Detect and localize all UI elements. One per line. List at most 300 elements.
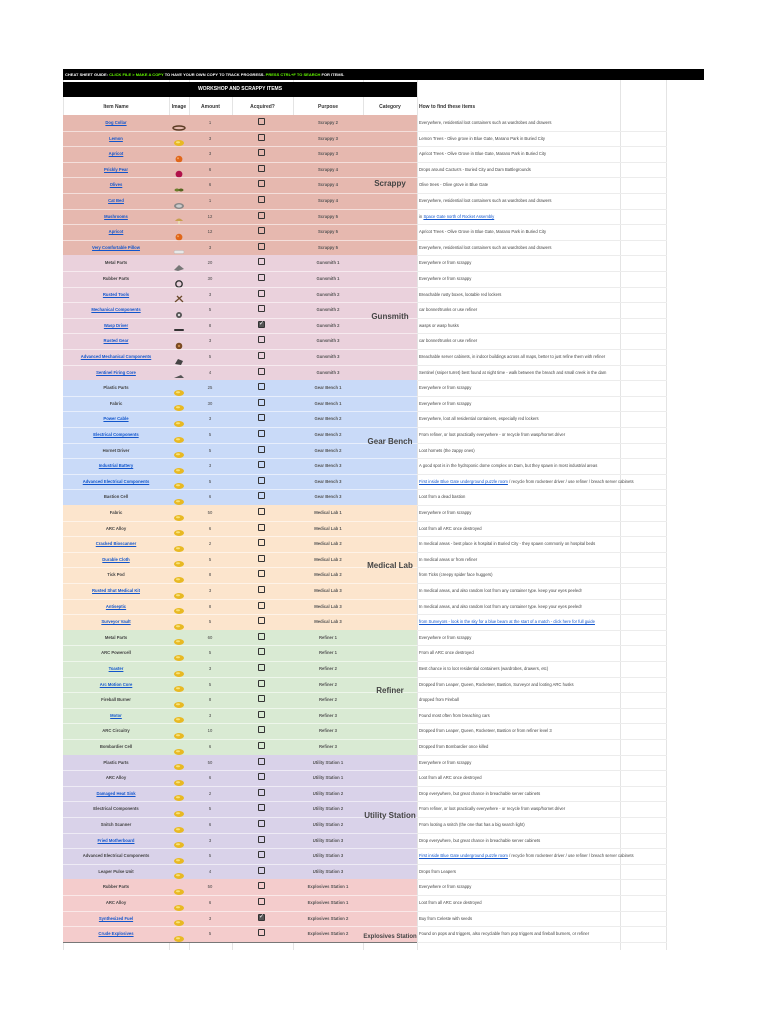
item-name: ARC Alloy — [105, 775, 127, 781]
lemon-icon — [172, 509, 186, 517]
item-purpose: Gear Bench 1 — [314, 385, 342, 391]
how-to-find — [419, 224, 669, 240]
acquired-checkbox[interactable] — [258, 711, 265, 718]
lemon-icon — [172, 696, 186, 704]
item-amount: 3 — [208, 135, 212, 141]
item-name[interactable]: Surveyor Vault — [101, 619, 131, 625]
item-purpose: Scrappy 4 — [317, 166, 339, 172]
header-item-name[interactable]: Item Name — [103, 104, 129, 110]
item-purpose: Explosives Station 2 — [307, 915, 349, 921]
acquired-checkbox[interactable] — [258, 851, 265, 858]
item-name[interactable]: Prickly Pear — [104, 166, 128, 172]
item-name[interactable]: Rusted Shut Medical Kit — [92, 588, 140, 593]
acquired-checkbox[interactable] — [258, 305, 265, 312]
item-name: Metal Parts — [104, 634, 128, 640]
item-purpose: Gunsmith 3 — [316, 338, 340, 344]
acquired-checkbox[interactable] — [258, 836, 265, 843]
how-text: Everywhere, residential loot containers such as wardrobes and drawers — [419, 198, 552, 203]
how-to-find — [419, 739, 669, 755]
item-purpose: Medical Lab 1 — [314, 525, 342, 531]
item-name[interactable]: Mushrooms — [104, 213, 128, 219]
acquired-checkbox[interactable] — [258, 695, 265, 702]
row-divider — [417, 942, 667, 943]
guide-link[interactable]: Space Gate north of Rocket Assembly — [423, 213, 495, 219]
acquired-checkbox[interactable] — [258, 414, 265, 421]
item-purpose: Gear Bench 2 — [314, 447, 342, 453]
item-name[interactable]: Lemon — [109, 135, 123, 141]
acquired-checkbox[interactable] — [258, 180, 265, 187]
how-text: From looting a snitch (the one that has a big search light) — [419, 822, 525, 827]
item-purpose: Utility Station 3 — [312, 837, 344, 843]
how-text: / recycle from rocketeer driver / use refiner / breach server cabinets — [507, 853, 634, 859]
lemon-icon — [172, 665, 186, 673]
how-text: In medical areas - best place is hospital in Buried City - they spawn commonly on hospital beds — [419, 541, 596, 547]
item-amount: 2 — [208, 541, 212, 547]
item-amount: 6 — [208, 744, 212, 749]
olives-icon — [172, 181, 186, 189]
item-amount: 3 — [208, 338, 212, 344]
item-purpose: Gear Bench 2 — [314, 416, 342, 422]
category-label: Refiner — [376, 686, 404, 696]
lemon-icon — [172, 587, 186, 595]
item-name: Bombardier Cell — [99, 744, 133, 749]
cheat-sheet-banner — [63, 69, 704, 80]
how-text: Breachable server cabinets, in indoor buildings across all maps, better to just refine them with refiner — [419, 354, 606, 359]
item-name: Hornet Driver — [102, 447, 130, 453]
item-amount: 10 — [207, 728, 213, 734]
item-name[interactable]: Antiseptic — [105, 603, 127, 609]
item-name[interactable]: Crude Explosives — [98, 931, 134, 937]
how-text: Everywhere or from scrappy — [419, 634, 472, 640]
how-to-find — [419, 552, 669, 568]
item-amount: 6 — [208, 775, 212, 781]
item-purpose: Medical Lab 3 — [314, 588, 342, 593]
banner-text: CHEAT SHEET GUIDE: — [65, 72, 110, 77]
how-to-find — [419, 692, 669, 708]
acquired-checkbox[interactable] — [258, 914, 265, 921]
how-to-find — [419, 271, 669, 287]
item-amount: 8 — [208, 572, 212, 578]
item-name[interactable]: Industrial Battery — [98, 463, 134, 469]
item-name[interactable]: Rusted Gear — [103, 338, 129, 344]
how-to-find — [419, 848, 669, 864]
how-to-find — [419, 599, 669, 615]
item-name[interactable]: Damaged Heat Sink — [96, 790, 136, 796]
lemon-icon — [172, 852, 186, 860]
item-name[interactable]: Apricot — [108, 151, 124, 157]
acquired-checkbox[interactable] — [258, 508, 265, 515]
acquired-checkbox[interactable] — [258, 789, 265, 796]
how-text: A good spot is in the hydroponic dome complex on Dam, but they spawn in most industrial areas — [419, 463, 598, 469]
how-text: Apricot Trees - Olive Grove in Blue Gate, Marano Park in Buried City — [419, 229, 547, 235]
how-text: car bonnet/trunks or use refiner — [419, 307, 478, 313]
item-amount: 5 — [208, 619, 212, 625]
pear-icon — [172, 165, 186, 173]
lemon-icon — [172, 555, 186, 563]
item-name[interactable]: Power Cable — [103, 416, 129, 422]
header-amount[interactable]: Amount — [201, 104, 220, 110]
item-amount: 8 — [208, 697, 212, 703]
lemon-icon — [172, 618, 186, 626]
acquired-checkbox[interactable] — [258, 118, 265, 125]
item-amount: 50 — [207, 759, 213, 765]
how-to-find — [419, 895, 669, 911]
item-name[interactable]: Rusted Tools — [102, 291, 130, 297]
item-purpose: Refiner 1 — [319, 634, 337, 640]
header-how-to-find[interactable]: How to find these items — [419, 104, 476, 110]
rusted-gear-icon — [172, 337, 186, 345]
acquired-checkbox[interactable] — [258, 274, 265, 281]
banner-copy-hint: CLICK FILE > MAKE A COPY — [109, 72, 164, 77]
item-amount: 3 — [208, 244, 212, 250]
item-purpose: Gunsmith 3 — [316, 369, 340, 375]
item-name[interactable]: Apricot — [108, 229, 124, 235]
item-purpose: Medical Lab 1 — [314, 510, 342, 515]
item-name[interactable]: Sentinel Firing Core — [96, 369, 136, 375]
how-to-find — [419, 396, 669, 412]
item-purpose: Refiner 2 — [319, 681, 337, 687]
header-purpose[interactable]: Purpose — [317, 104, 338, 110]
cat-bed-icon — [172, 197, 186, 205]
how-to-find — [419, 755, 669, 771]
item-amount: 50 — [207, 884, 213, 890]
item-name: Snitch Scanner — [100, 822, 132, 827]
how-to-find — [419, 489, 669, 505]
item-amount: 3 — [208, 837, 212, 843]
acquired-checkbox[interactable] — [258, 648, 265, 655]
item-purpose: Refiner 1 — [319, 650, 337, 656]
acquired-checkbox[interactable] — [258, 321, 265, 328]
acquired-checkbox[interactable] — [258, 633, 265, 640]
acquired-checkbox[interactable] — [258, 867, 265, 874]
how-text: Loot from all ARC once destroyed — [419, 525, 482, 531]
item-amount: 5 — [208, 931, 212, 937]
item-name: Fabric — [109, 510, 123, 515]
item-amount: 6 — [208, 166, 212, 172]
item-name[interactable]: Electrical Components — [93, 432, 139, 437]
item-name[interactable]: Synthesized Fuel — [98, 915, 134, 921]
item-name: ARC Circuitry — [102, 728, 130, 734]
item-amount: 5 — [208, 681, 212, 687]
item-amount: 5 — [208, 447, 212, 453]
how-text: Apricot Trees - Olive Grove in Blue Gate, Marano Park in Buried City — [419, 151, 547, 157]
how-text: Buy from Celeste with seeds — [419, 915, 473, 921]
lemon-icon — [172, 774, 186, 782]
item-name: Electrical Components — [93, 806, 139, 812]
item-name: Tick Pod — [107, 572, 125, 578]
acquired-checkbox[interactable] — [258, 758, 265, 765]
acquired-checkbox[interactable] — [258, 539, 265, 546]
acquired-checkbox[interactable] — [258, 212, 265, 219]
guide-link[interactable]: First inside Blue Gate underground puzzle room — [419, 478, 508, 484]
how-to-find — [419, 723, 669, 739]
acquired-checkbox[interactable] — [258, 726, 265, 733]
item-name[interactable]: Motor — [110, 712, 122, 718]
how-text: Drops from Leapers — [419, 868, 457, 874]
item-amount: 5 — [208, 432, 212, 437]
acquired-checkbox[interactable] — [258, 461, 265, 468]
category-label: Gear Bench — [367, 436, 413, 446]
item-name[interactable]: Durable Cloth — [102, 556, 130, 562]
how-text: Everywhere, residential loot containers such as wardrobes and drawers — [419, 120, 552, 125]
acquired-checkbox[interactable] — [258, 383, 265, 390]
how-text: Found on pops and triggers, also recyclable from pop triggers and fireball burners, or refiner — [419, 931, 590, 937]
item-amount: 3 — [208, 291, 212, 297]
item-amount: 3 — [208, 463, 212, 469]
item-name: Leaper Pulse Unit — [98, 868, 134, 874]
how-to-find — [419, 536, 669, 552]
item-purpose: Gunsmith 1 — [316, 260, 340, 266]
acquired-checkbox[interactable] — [258, 804, 265, 811]
how-to-find — [419, 770, 669, 786]
lemon-icon — [172, 914, 186, 922]
banner-search-hint: PRESS CTRL+F TO SEARCH — [265, 72, 321, 77]
lemon-icon — [172, 836, 186, 844]
item-purpose: Gear Bench 3 — [314, 463, 342, 469]
acquired-checkbox[interactable] — [258, 399, 265, 406]
how-text: Found most often from breaching cars — [419, 712, 490, 718]
header-acquired[interactable]: Acquired? — [250, 104, 275, 110]
acquired-checkbox[interactable] — [258, 196, 265, 203]
item-amount: 4 — [208, 868, 212, 874]
how-to-find — [419, 380, 669, 396]
how-text: Lemon Trees - Olive grove in Blue Gate, Marano Park in Buried City — [419, 135, 545, 141]
acquired-checkbox[interactable] — [258, 227, 265, 234]
acquired-checkbox[interactable] — [258, 524, 265, 531]
how-text: Sentinel (sniper turret) best found at night time - walk between the breach and small creek in the dam — [419, 369, 607, 375]
how-to-find — [419, 162, 669, 178]
acquired-checkbox[interactable] — [258, 290, 265, 297]
section-divider — [63, 942, 417, 943]
how-text: Everywhere or from scrappy — [419, 884, 472, 890]
how-to-find — [419, 240, 669, 256]
item-amount: 2 — [208, 790, 212, 796]
how-text: In medical areas, and also random loot from any container type. keep your eyes peeled! — [419, 588, 582, 593]
guide-link[interactable]: First inside Blue Gate underground puzzle room — [419, 853, 508, 859]
item-name: ARC Alloy — [105, 900, 127, 905]
how-text: / recycle from rocketeer driver / use refiner / breach server cabinets — [507, 478, 634, 484]
wasp-driver-icon — [172, 321, 186, 329]
acquired-checkbox[interactable] — [258, 570, 265, 577]
item-purpose: Scrappy 3 — [317, 151, 339, 157]
how-to-find — [419, 209, 669, 225]
item-name: ARC Alloy — [105, 525, 127, 531]
acquired-checkbox[interactable] — [258, 555, 265, 562]
how-text: car bonnet/trunks or use refiner — [419, 338, 478, 344]
acquired-checkbox[interactable] — [258, 477, 265, 484]
item-purpose: Gear Bench 3 — [314, 494, 342, 500]
item-purpose: Refiner 3 — [319, 728, 337, 734]
item-amount: 3 — [208, 712, 212, 718]
item-purpose: Refiner 2 — [319, 666, 337, 671]
item-name[interactable]: Olives — [109, 182, 123, 188]
how-to-find — [419, 567, 669, 583]
mushroom-icon — [172, 212, 186, 220]
acquired-checkbox[interactable] — [258, 446, 265, 453]
sheet-title: WORKSHOP AND SCRAPPY ITEMS — [63, 82, 417, 97]
how-to-find — [419, 255, 669, 271]
item-name[interactable]: Cracked Bioscanner — [95, 541, 137, 547]
item-name: Plastic Parts — [103, 385, 129, 391]
how-text: Best chance is to loot residential containers (wardrobes, drawers, etc) — [419, 666, 549, 671]
item-name: Plastic Parts — [103, 759, 129, 765]
item-purpose: Scrappy 3 — [317, 135, 339, 141]
how-to-find — [419, 911, 669, 927]
item-name[interactable]: Arc Motion Core — [99, 681, 133, 687]
how-text: Everywhere or from scrappy — [419, 510, 472, 515]
how-text: In medical areas or from refiner — [419, 556, 478, 562]
guide-link[interactable]: from Surveyors - look in the sky for a blue beam at the start of a match - click here for full guide — [419, 619, 595, 625]
how-to-find — [419, 505, 669, 521]
item-name[interactable]: Fried Motherboard — [97, 837, 135, 843]
how-to-find — [419, 131, 669, 147]
acquired-checkbox[interactable] — [258, 243, 265, 250]
how-text: Everywhere or from scrappy — [419, 260, 472, 266]
item-purpose: Utility Station 1 — [312, 775, 344, 781]
item-amount: 1 — [208, 120, 212, 125]
item-name[interactable]: Mechanical Components — [91, 307, 141, 313]
how-to-find — [419, 879, 669, 895]
how-to-find — [419, 786, 669, 802]
lemon-icon — [172, 867, 186, 875]
how-to-find — [419, 177, 669, 193]
item-amount: 30 — [207, 276, 213, 281]
how-to-find — [419, 801, 669, 817]
item-amount: 6 — [208, 900, 212, 905]
lemon-icon — [172, 633, 186, 641]
acquired-checkbox[interactable] — [258, 680, 265, 687]
lemon-icon — [172, 493, 186, 501]
category-label: Scrappy — [374, 179, 406, 189]
item-purpose: Scrappy 5 — [317, 213, 339, 219]
lemon-icon — [172, 415, 186, 423]
category-label: Utility Station — [364, 811, 416, 820]
item-purpose: Scrappy 4 — [317, 198, 339, 203]
how-to-find — [419, 677, 669, 693]
header-category[interactable]: Category — [379, 104, 401, 110]
lemon-icon — [172, 431, 186, 439]
lemon-icon — [172, 649, 186, 657]
item-name[interactable]: Dog Collar — [105, 120, 127, 125]
how-to-find — [419, 287, 669, 303]
acquired-checkbox[interactable] — [258, 882, 265, 889]
how-text: Loot from a dead bastion — [419, 494, 466, 500]
item-amount: 6 — [208, 182, 212, 188]
how-text: Drop everywhere, but great chance in breachable server cabinets — [419, 790, 541, 796]
item-name: Rubber Parts — [102, 884, 130, 890]
item-name[interactable]: Wasp Driver — [103, 322, 129, 328]
lemon-icon — [172, 399, 186, 407]
item-purpose: Utility Station 2 — [312, 790, 344, 796]
how-to-find — [419, 427, 669, 443]
acquired-checkbox[interactable] — [258, 134, 265, 141]
item-name[interactable]: Cat Bed — [108, 198, 124, 203]
item-purpose: Scrappy 2 — [317, 120, 339, 125]
category-label: Medical Lab — [367, 561, 413, 571]
item-purpose: Medical Lab 2 — [314, 541, 342, 547]
lemon-icon — [172, 571, 186, 579]
item-name: Advanced Electrical Components — [82, 853, 150, 859]
item-name[interactable]: Toaster — [108, 666, 124, 671]
item-amount: 30 — [207, 400, 213, 406]
item-purpose: Utility Station 1 — [312, 759, 344, 765]
item-purpose: Refiner 3 — [319, 744, 337, 749]
acquired-checkbox[interactable] — [258, 352, 265, 359]
item-purpose: Explosives Station 1 — [307, 884, 349, 890]
item-purpose: Explosives Station 1 — [307, 900, 349, 905]
item-purpose: Utility Station 2 — [312, 806, 344, 812]
how-to-find — [419, 614, 669, 630]
how-to-find — [419, 583, 669, 599]
banner-text: TO HAVE YOUR OWN COPY TO TRACK PROGRESS. — [163, 72, 266, 77]
acquired-checkbox[interactable] — [258, 149, 265, 156]
lemon-icon — [172, 602, 186, 610]
acquired-checkbox[interactable] — [258, 773, 265, 780]
how-text: Loot hornets (the zappy ones) — [419, 447, 475, 453]
acquired-checkbox[interactable] — [258, 820, 265, 827]
item-name[interactable]: Advanced Mechanical Components — [80, 354, 152, 359]
item-amount: 8 — [208, 603, 212, 609]
acquired-checkbox[interactable] — [258, 336, 265, 343]
item-name[interactable]: Very Comfortable Pillow — [92, 244, 140, 250]
acquired-checkbox[interactable] — [258, 368, 265, 375]
how-text: Loot from all ARC once destroyed — [419, 775, 482, 781]
header-image[interactable]: Image — [171, 104, 187, 110]
acquired-checkbox[interactable] — [258, 742, 265, 749]
item-amount: 8 — [208, 322, 212, 328]
item-name: ARC Powercell — [101, 650, 131, 656]
acquired-checkbox[interactable] — [258, 258, 265, 265]
lemon-icon — [172, 477, 186, 485]
how-text: dropped from Fireball — [419, 697, 459, 703]
item-purpose: Gear Bench 3 — [314, 478, 342, 484]
acquired-checkbox[interactable] — [258, 586, 265, 593]
acquired-checkbox[interactable] — [258, 602, 265, 609]
acquired-checkbox[interactable] — [258, 492, 265, 499]
item-name: Fabric — [109, 400, 123, 406]
gear-icon — [172, 306, 186, 314]
how-text: Everywhere or from scrappy — [419, 400, 472, 406]
item-purpose: Gear Bench 2 — [314, 432, 342, 437]
apricot-icon — [172, 228, 186, 236]
acquired-checkbox[interactable] — [258, 929, 265, 936]
how-to-find — [419, 661, 669, 677]
acquired-checkbox[interactable] — [258, 664, 265, 671]
how-text: in — [419, 213, 424, 219]
how-to-find — [419, 115, 669, 131]
how-text: From refiner, or loot practically everywhere - or recycle from wasp/hornet driver — [419, 432, 566, 437]
item-purpose: Medical Lab 2 — [314, 556, 342, 562]
acquired-checkbox[interactable] — [258, 430, 265, 437]
lemon-icon — [172, 540, 186, 548]
acquired-checkbox[interactable] — [258, 165, 265, 172]
acquired-checkbox[interactable] — [258, 617, 265, 624]
lemon-icon — [172, 789, 186, 797]
acquired-checkbox[interactable] — [258, 898, 265, 905]
lemon-icon — [172, 134, 186, 142]
item-purpose: Gunsmith 2 — [316, 322, 340, 328]
how-text: from Ticks (creepy spider face huggers) — [419, 572, 493, 578]
item-purpose: Medical Lab 3 — [314, 619, 342, 625]
item-name: Fireball Burner — [101, 697, 131, 703]
item-name[interactable]: Advanced Electrical Components — [82, 478, 150, 484]
item-purpose: Scrappy 4 — [317, 182, 339, 188]
pillow-icon — [172, 243, 186, 251]
how-text: Loot from all ARC once destroyed — [419, 900, 482, 905]
how-text: Drop everywhere, but great chance in breachable server cabinets — [419, 837, 541, 843]
item-purpose: Gear Bench 1 — [314, 400, 342, 406]
item-amount: 3 — [208, 588, 212, 593]
